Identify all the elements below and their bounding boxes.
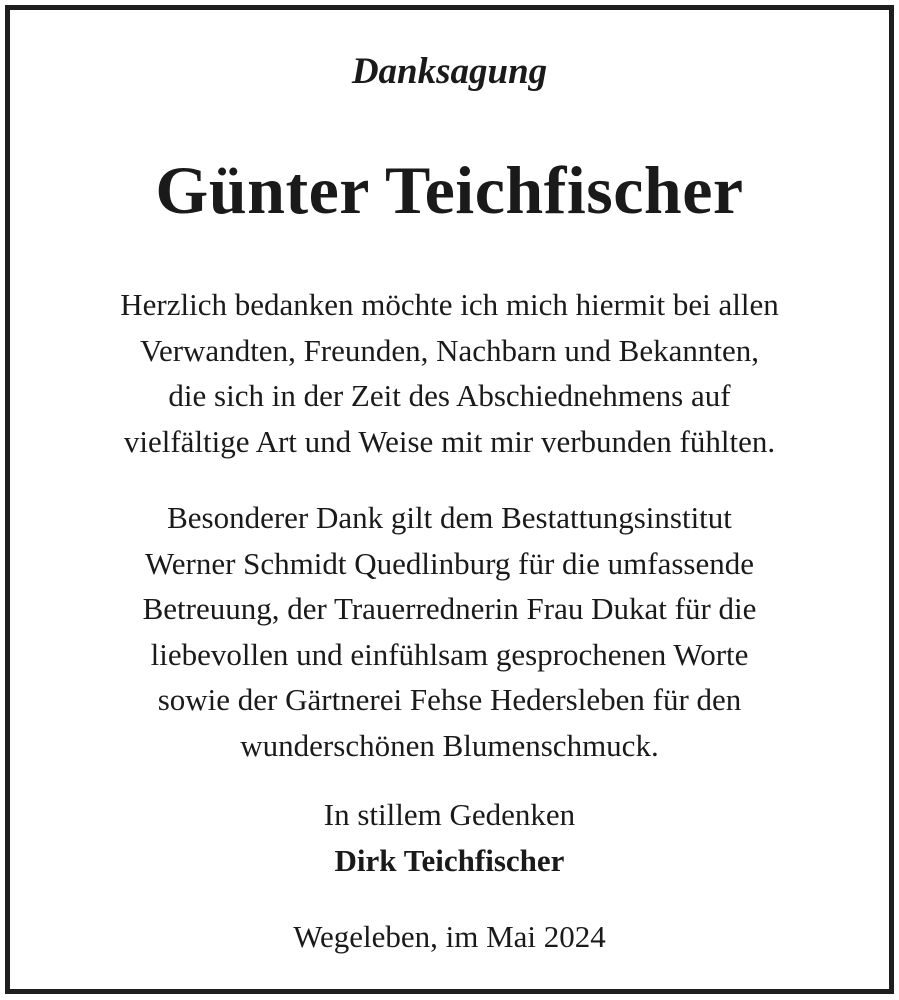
paragraph-line: die sich in der Zeit des Abschiednehmens auf [168,378,731,413]
signer-name: Dirk Teichfischer [334,843,565,878]
paragraph-line: wunderschönen Blumenschmuck. [240,727,659,763]
notice-frame [5,5,894,994]
closing-phrase: In stillem Gedenken [323,797,576,832]
deceased-name: Günter Teichfischer [155,152,744,228]
notice-heading: Danksagung [351,51,548,92]
thanks-paragraph-general [10,282,889,464]
paragraph-line: Betreuung, der Trauerrednerin Frau Dukat für die [142,591,757,626]
paragraph-line: sowie der Gärtnerei Fehse Hedersleben für den [157,682,742,717]
thanks-paragraph-special [10,495,889,768]
paragraph-line: liebevollen und einfühlsam gesprochenen Worte [150,636,749,672]
paragraph-line: Herzlich bedanken möchte ich mich hiermit bei allen [120,287,779,322]
paragraph-line: Werner Schmidt Quedlinburg für die umfassende [144,545,755,581]
paragraph-line: Verwandten, Freunden, Nachbarn und Bekannten, [140,332,759,368]
paragraph-line: vielfältige Art und Weise mit mir verbunden fühlten. [123,423,776,459]
closing-block [10,792,889,884]
paragraph-line: Besonderer Dank gilt dem Bestattungsinstitut [167,500,732,535]
place-date: Wegeleben, im Mai 2024 [293,919,606,954]
